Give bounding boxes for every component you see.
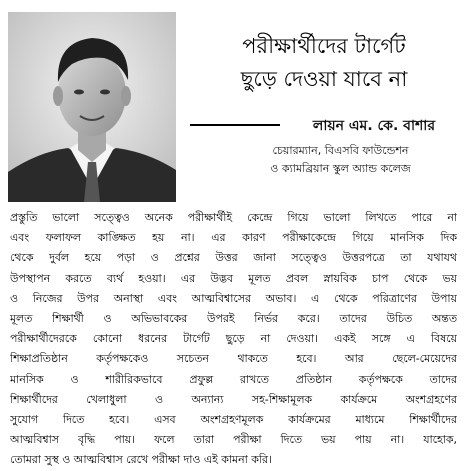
headline-line-1: পরীক্ষার্থীদের টার্গেট [242, 34, 406, 58]
author-designation [218, 142, 463, 178]
body-line: প্রস্তুতি ভালো সত্ত্বেও অনেক পরীক্ষার্থীই কেন্দ্রে গিয়ে ভালো লিখতে পারে না [10, 211, 457, 224]
author-photo [8, 12, 176, 202]
body-line: উপস্থাপন করতে ব্যর্থ হওয়া। এর উদ্ভব মূলত প্রবল স্নায়বিক চাপ থেকে ভয় [10, 271, 457, 285]
headline [190, 30, 458, 96]
body-line: সুযোগ দিতে হবে। এসব অংশগ্রহণমূলক কার্যক্রমের মাধ্যমে শিক্ষার্থীদের [10, 413, 457, 427]
body-line: মানসিক ও শারীরিকভাবে প্রফুল্ল রাখতে প্রতিষ্ঠান কর্তৃপক্ষকে তাদের [10, 372, 457, 386]
body-line: শিক্ষাপ্রতিষ্ঠান কর্তৃপক্ষকেও সচেতন থাকতে হবে। আর ছেলে-মেয়েদের [10, 352, 457, 366]
body-line: তোমরা সুস্থ ও আত্মবিশ্বাস রেখে পরীক্ষা দাও এই কামনা করি। [10, 453, 272, 467]
body-line: আত্মবিশ্বাস বৃদ্ধি পায়। ফলে তারা পরীক্ষা দিতে ভয় পায় না। যাহোক, [10, 433, 457, 447]
designation-line-2: ও ক্যামব্রিয়ান স্কুল অ্যান্ড কলেজ [270, 162, 411, 175]
headline-line-2: ছুড়ে দেওয়া যাবে না [240, 67, 408, 91]
body-line: মূলত শিক্ষার্থী ও অভিভাবকের উপরই নির্ভর করে। তাদের উচিত অন্তত [10, 312, 457, 326]
byline-rule [190, 124, 280, 126]
body-line: থেকে দুর্বল হয়ে পড়া ও প্রশ্নের উত্তর জানা সত্ত্বেও উত্তরপত্রে তা যথাযথ [10, 251, 457, 265]
body-line: ও নিজের উপর অনাস্থা এবং আত্মবিশ্বাসের অভাব। এ থেকে পরিত্রাণের উপায় [10, 291, 457, 305]
designation-line-1: চেয়ারম্যান, বিএসবি ফাউন্ডেশন [272, 144, 409, 157]
body-line: এবং ফলাফল কাঙ্ক্ষিত হয় না। এর কারণ পরীক্ষাকেন্দ্রে গিয়ে মানসিক দিক [10, 231, 457, 245]
body-line: পরীক্ষার্থীদেরকে কোনো ধরনের টার্গেট ছুড়ে না দেওয়া। একই সঙ্গে এ বিষয়ে [10, 332, 457, 346]
body-line: শিক্ষার্থীদের খেলাধুলা ও অন্যান্য সহ-শিক্ষামূলক কার্যক্রমে অংশগ্রহণের [10, 392, 457, 406]
author-name: লায়ন এম. কে. বাশার [312, 118, 436, 134]
article-body [10, 208, 457, 471]
